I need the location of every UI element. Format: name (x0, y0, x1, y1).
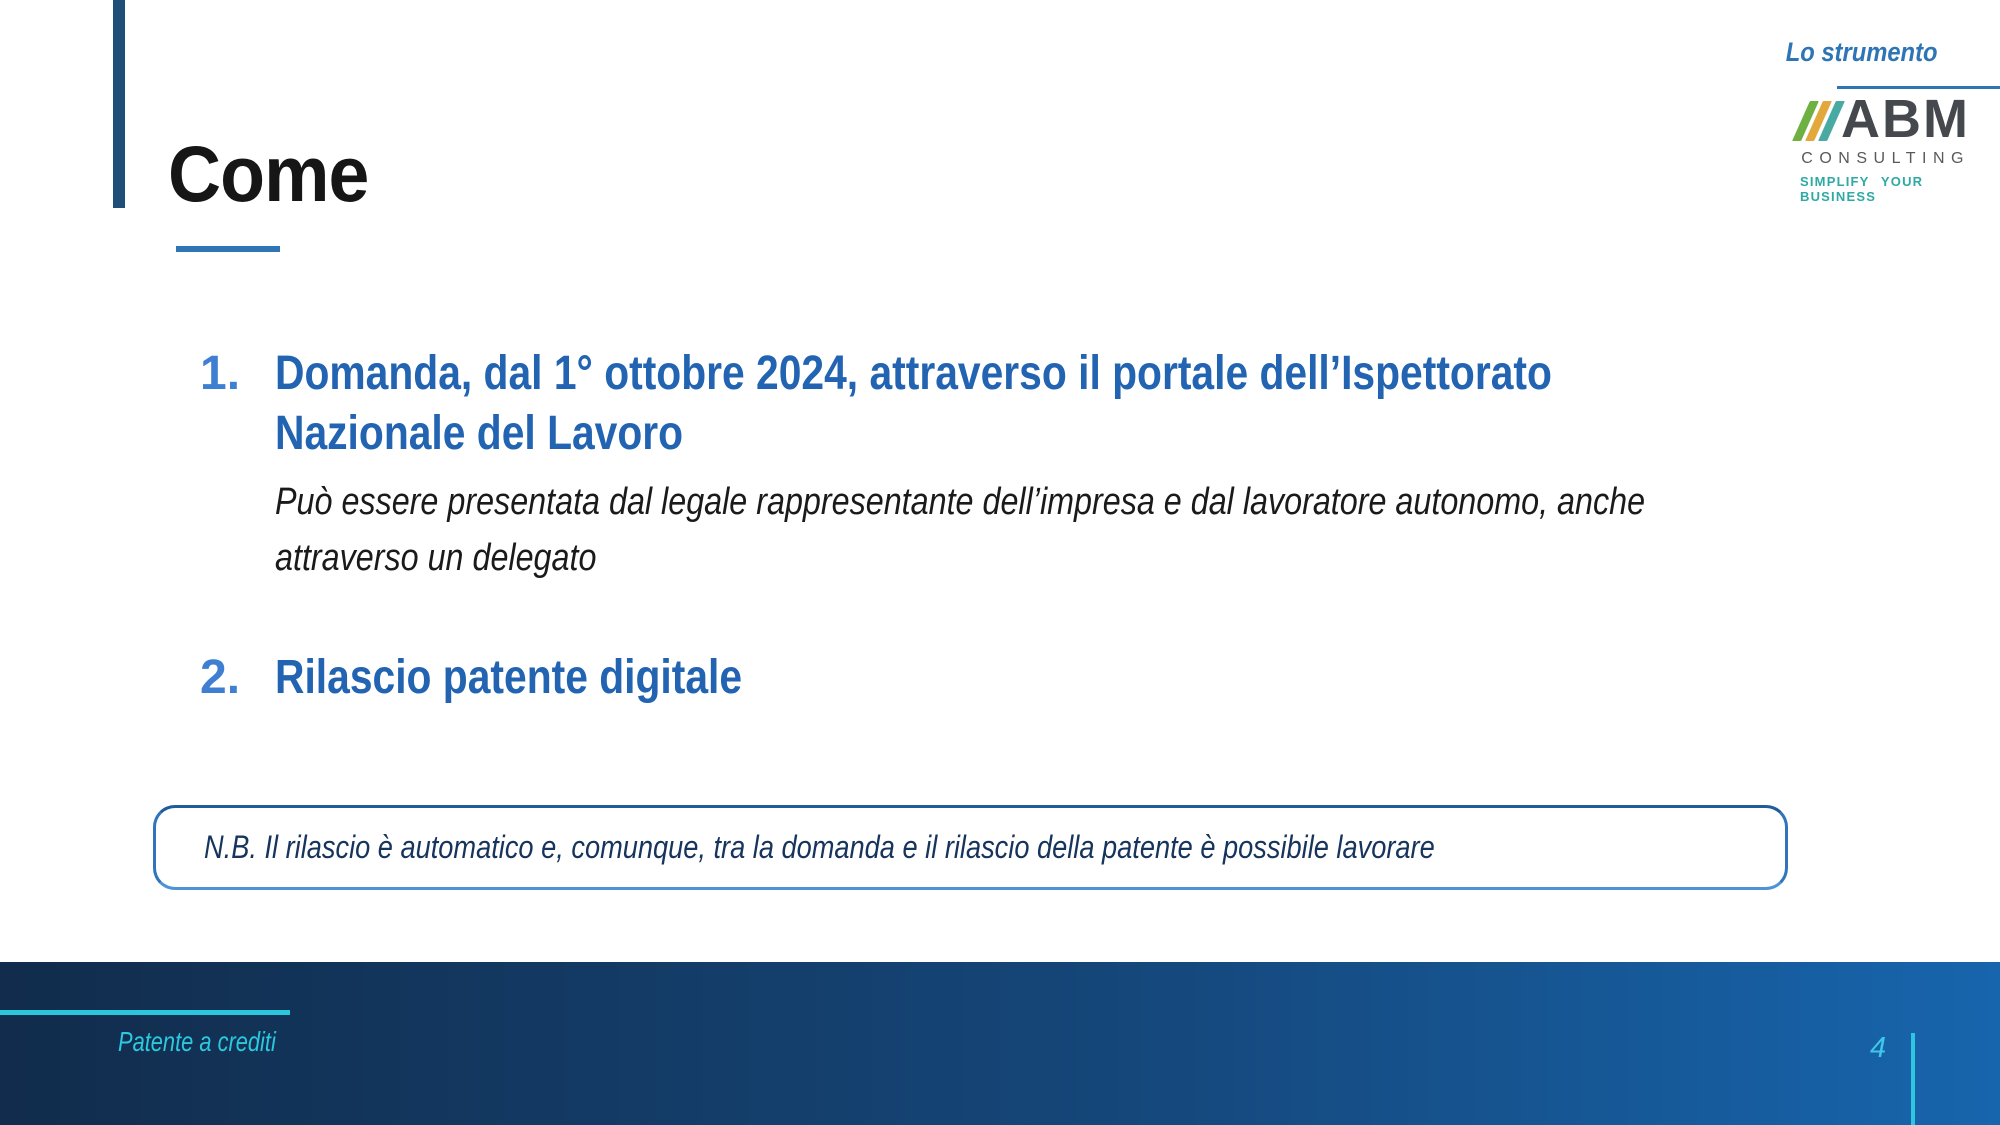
list-item-number: 1. (200, 347, 241, 400)
logo-wordmark: ABM (1841, 89, 1970, 149)
logo-tagline: SIMPLIFY YOUR BUSINESS (1800, 174, 1924, 204)
logo-subtitle: CONSULTING (1801, 150, 1970, 167)
list-item-content (275, 648, 824, 708)
title-accent-bar (113, 0, 125, 208)
section-kicker (1765, 36, 1938, 68)
list-item-number: 2. (200, 651, 241, 704)
list-item-content (275, 344, 1887, 586)
company-logo (1800, 89, 1970, 204)
logo-wordmark-row (1797, 89, 1970, 149)
footer-bar (0, 962, 2000, 1125)
footer-deck-title (118, 1026, 320, 1058)
note-box (153, 805, 1788, 890)
list-item-subtext (275, 474, 1887, 586)
heading-line: Domanda, dal 1° ottobre 2024, attraverso il portale dell’Ispettorato (275, 347, 1552, 400)
heading-line: Nazionale del Lavoro (275, 407, 684, 460)
section-kicker-text: Lo strumento (1785, 37, 1937, 67)
subtext-line: attraverso un delegato (275, 537, 597, 579)
title-underline (176, 246, 280, 252)
note-text-line: N.B. Il rilascio è automatico e, comunque, tra la domanda e il rilascio della patente è possibile lavorare (204, 829, 1435, 865)
subtext-line: Può essere presentata dal legale rappresentante dell’impresa e dal lavoratore autonomo, anche (275, 481, 1646, 523)
page-number: 4 (1870, 1032, 1887, 1064)
page-title (168, 129, 384, 218)
page-title-text: Come (168, 129, 369, 218)
list-item-heading (275, 648, 824, 708)
heading-line: Rilascio patente digitale (275, 651, 743, 704)
list-item (200, 648, 824, 708)
footer-accent-line (0, 1010, 290, 1015)
list-item-heading (275, 344, 1887, 464)
list-item (200, 344, 1887, 586)
note-text (204, 829, 1652, 866)
page-number-divider (1911, 1033, 1915, 1125)
logo-stripes-icon (1797, 101, 1836, 141)
footer-deck-title-text: Patente a crediti (118, 1026, 276, 1057)
